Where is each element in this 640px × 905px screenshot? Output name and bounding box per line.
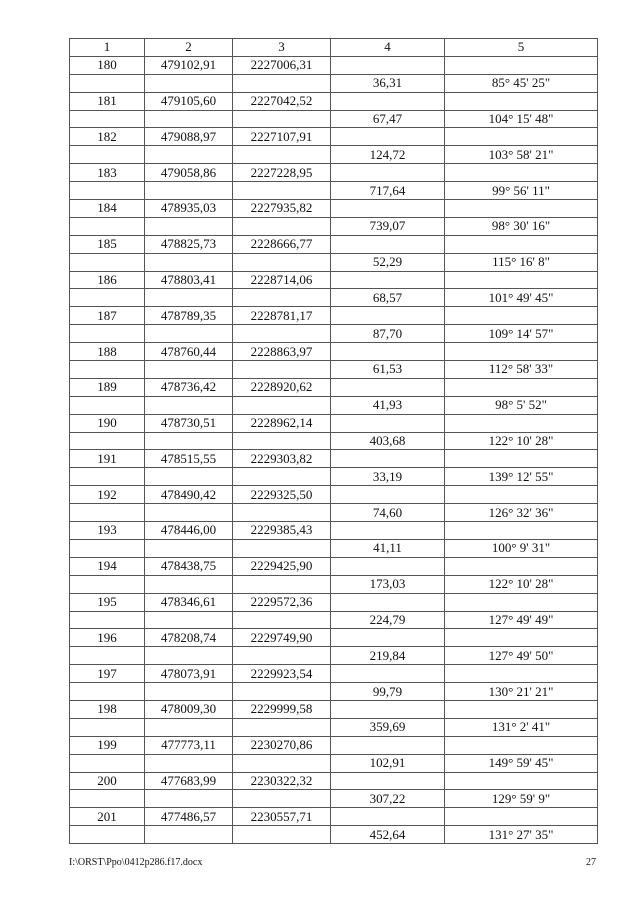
table-cell bbox=[70, 575, 145, 593]
table-cell bbox=[445, 128, 598, 146]
table-row bbox=[70, 808, 598, 826]
table-cell: 307,22 bbox=[331, 790, 445, 808]
table-cell: 359,69 bbox=[331, 718, 445, 736]
table-body bbox=[70, 56, 598, 843]
table-cell bbox=[70, 182, 145, 200]
table-cell bbox=[233, 396, 331, 414]
table-cell bbox=[233, 539, 331, 557]
table-cell: 129° 59' 9" bbox=[445, 790, 598, 808]
table-cell bbox=[445, 629, 598, 647]
table-cell bbox=[145, 182, 233, 200]
table-cell: 194 bbox=[70, 557, 145, 575]
table-cell: 478515,55 bbox=[145, 450, 233, 468]
table-cell bbox=[70, 325, 145, 343]
table-cell bbox=[331, 808, 445, 826]
table-cell: 173,03 bbox=[331, 575, 445, 593]
table-cell: 52,29 bbox=[331, 253, 445, 271]
table-cell bbox=[233, 718, 331, 736]
footer-file-path: I:\ORST\Ppo\0412p286.f17.docx bbox=[69, 857, 203, 868]
table-cell bbox=[331, 92, 445, 110]
table-row bbox=[70, 468, 598, 486]
table-row bbox=[70, 92, 598, 110]
table-cell: 85° 45' 25" bbox=[445, 74, 598, 92]
table-cell: 184 bbox=[70, 200, 145, 218]
table-row bbox=[70, 432, 598, 450]
table-cell bbox=[145, 361, 233, 379]
table-cell: 186 bbox=[70, 271, 145, 289]
table-cell bbox=[331, 200, 445, 218]
table-cell bbox=[445, 271, 598, 289]
table-cell: 2229385,43 bbox=[233, 522, 331, 540]
table-cell bbox=[233, 361, 331, 379]
table-cell: 61,53 bbox=[331, 361, 445, 379]
table-cell: 2228962,14 bbox=[233, 414, 331, 432]
table-cell: 478803,41 bbox=[145, 271, 233, 289]
table-cell bbox=[70, 754, 145, 772]
table-cell: 139° 12' 55" bbox=[445, 468, 598, 486]
table-cell: 2227042,52 bbox=[233, 92, 331, 110]
table-cell: 479088,97 bbox=[145, 128, 233, 146]
table-cell bbox=[70, 253, 145, 271]
table-cell: 187 bbox=[70, 307, 145, 325]
table-cell: 101° 49' 45" bbox=[445, 289, 598, 307]
table-cell: 67,47 bbox=[331, 110, 445, 128]
table-cell: 185 bbox=[70, 235, 145, 253]
table-cell: 122° 10' 28" bbox=[445, 432, 598, 450]
table-row bbox=[70, 325, 598, 343]
table-cell bbox=[233, 217, 331, 235]
table-cell bbox=[331, 307, 445, 325]
table-row bbox=[70, 361, 598, 379]
table-cell bbox=[445, 378, 598, 396]
table-row bbox=[70, 378, 598, 396]
table-row bbox=[70, 217, 598, 235]
table-cell bbox=[145, 504, 233, 522]
table-cell bbox=[445, 557, 598, 575]
table-cell: 2229572,36 bbox=[233, 593, 331, 611]
table-cell: 195 bbox=[70, 593, 145, 611]
table-cell bbox=[70, 146, 145, 164]
table-cell: 478073,91 bbox=[145, 665, 233, 683]
table-cell bbox=[233, 790, 331, 808]
table-cell bbox=[445, 808, 598, 826]
table-cell bbox=[70, 361, 145, 379]
table-cell bbox=[70, 110, 145, 128]
table-cell: 201 bbox=[70, 808, 145, 826]
table-cell bbox=[331, 378, 445, 396]
table-cell bbox=[445, 736, 598, 754]
table-cell: 112° 58' 33" bbox=[445, 361, 598, 379]
table-cell bbox=[70, 396, 145, 414]
table-cell: 41,11 bbox=[331, 539, 445, 557]
table-row bbox=[70, 414, 598, 432]
table-cell bbox=[145, 325, 233, 343]
table-cell bbox=[70, 504, 145, 522]
table-cell: 478009,30 bbox=[145, 700, 233, 718]
table-cell bbox=[331, 700, 445, 718]
column-header-3: 3 bbox=[233, 39, 331, 57]
table-cell: 739,07 bbox=[331, 217, 445, 235]
table-cell: 33,19 bbox=[331, 468, 445, 486]
table-cell: 74,60 bbox=[331, 504, 445, 522]
table-row bbox=[70, 128, 598, 146]
table-cell: 2227006,31 bbox=[233, 56, 331, 74]
table-cell: 717,64 bbox=[331, 182, 445, 200]
table-cell bbox=[331, 235, 445, 253]
table-cell: 478490,42 bbox=[145, 486, 233, 504]
table-cell: 478438,75 bbox=[145, 557, 233, 575]
table-cell: 199 bbox=[70, 736, 145, 754]
table-cell bbox=[145, 611, 233, 629]
table-cell bbox=[145, 718, 233, 736]
table-cell bbox=[331, 56, 445, 74]
table-cell: 191 bbox=[70, 450, 145, 468]
table-cell: 2229425,90 bbox=[233, 557, 331, 575]
table-cell bbox=[70, 432, 145, 450]
table-cell bbox=[233, 575, 331, 593]
table-cell: 99,79 bbox=[331, 683, 445, 701]
table-cell: 181 bbox=[70, 92, 145, 110]
table-cell bbox=[233, 826, 331, 844]
table-cell bbox=[145, 396, 233, 414]
table-cell bbox=[445, 235, 598, 253]
table-row bbox=[70, 611, 598, 629]
table-cell: 478730,51 bbox=[145, 414, 233, 432]
table-cell: 131° 2' 41" bbox=[445, 718, 598, 736]
table-cell: 478346,61 bbox=[145, 593, 233, 611]
table-cell bbox=[331, 128, 445, 146]
column-header-4: 4 bbox=[331, 39, 445, 57]
table-cell: 478446,00 bbox=[145, 522, 233, 540]
table-cell: 477683,99 bbox=[145, 772, 233, 790]
table-cell bbox=[445, 772, 598, 790]
table-cell: 452,64 bbox=[331, 826, 445, 844]
table-cell bbox=[331, 271, 445, 289]
table-row bbox=[70, 110, 598, 128]
table-cell bbox=[331, 414, 445, 432]
table-cell bbox=[70, 647, 145, 665]
table-cell: 198 bbox=[70, 700, 145, 718]
table-cell bbox=[70, 217, 145, 235]
table-cell bbox=[145, 683, 233, 701]
table-cell: 2229325,50 bbox=[233, 486, 331, 504]
table-row bbox=[70, 504, 598, 522]
table-cell: 2230557,71 bbox=[233, 808, 331, 826]
table-cell: 131° 27' 35" bbox=[445, 826, 598, 844]
table-row bbox=[70, 396, 598, 414]
table-cell bbox=[70, 611, 145, 629]
table-cell bbox=[233, 182, 331, 200]
table-row bbox=[70, 575, 598, 593]
table-row bbox=[70, 665, 598, 683]
table-cell bbox=[233, 110, 331, 128]
table-cell bbox=[445, 665, 598, 683]
table-cell bbox=[70, 468, 145, 486]
column-header-2: 2 bbox=[145, 39, 233, 57]
table-cell bbox=[331, 164, 445, 182]
table-cell bbox=[331, 772, 445, 790]
table-cell: 2230270,86 bbox=[233, 736, 331, 754]
table-row bbox=[70, 289, 598, 307]
table-cell: 102,91 bbox=[331, 754, 445, 772]
table-row bbox=[70, 343, 598, 361]
table-cell bbox=[145, 110, 233, 128]
table-cell: 2229999,58 bbox=[233, 700, 331, 718]
table-row bbox=[70, 253, 598, 271]
table-cell: 2230322,32 bbox=[233, 772, 331, 790]
table-cell: 99° 56' 11" bbox=[445, 182, 598, 200]
table-cell bbox=[445, 92, 598, 110]
table-cell: 87,70 bbox=[331, 325, 445, 343]
table-cell bbox=[233, 647, 331, 665]
table-cell: 180 bbox=[70, 56, 145, 74]
table-cell: 478789,35 bbox=[145, 307, 233, 325]
table-cell bbox=[233, 253, 331, 271]
table-cell bbox=[145, 289, 233, 307]
table-cell: 188 bbox=[70, 343, 145, 361]
table-row bbox=[70, 182, 598, 200]
table-cell bbox=[145, 146, 233, 164]
table-cell bbox=[233, 611, 331, 629]
table-cell: 479058,86 bbox=[145, 164, 233, 182]
table-cell bbox=[233, 683, 331, 701]
table-cell bbox=[70, 683, 145, 701]
coordinates-table bbox=[69, 38, 598, 844]
table-cell bbox=[233, 289, 331, 307]
table-cell bbox=[145, 253, 233, 271]
table-cell: 2229923,54 bbox=[233, 665, 331, 683]
table-cell bbox=[233, 325, 331, 343]
table-row bbox=[70, 450, 598, 468]
table-cell: 478825,73 bbox=[145, 235, 233, 253]
table-row bbox=[70, 629, 598, 647]
table-cell: 98° 30' 16" bbox=[445, 217, 598, 235]
table-cell: 149° 59' 45" bbox=[445, 754, 598, 772]
table-cell bbox=[145, 539, 233, 557]
table-cell bbox=[70, 718, 145, 736]
table-cell bbox=[445, 700, 598, 718]
table-cell bbox=[331, 450, 445, 468]
table-cell: 2227107,91 bbox=[233, 128, 331, 146]
table-cell bbox=[445, 450, 598, 468]
table-cell bbox=[233, 146, 331, 164]
footer-page-number: 27 bbox=[586, 857, 596, 868]
table-cell bbox=[70, 289, 145, 307]
table-cell: 103° 58' 21" bbox=[445, 146, 598, 164]
table-row bbox=[70, 56, 598, 74]
table-cell: 124,72 bbox=[331, 146, 445, 164]
table-row bbox=[70, 700, 598, 718]
table-cell bbox=[145, 826, 233, 844]
table-cell bbox=[445, 522, 598, 540]
table-cell bbox=[445, 200, 598, 218]
table-row bbox=[70, 164, 598, 182]
table-cell: 192 bbox=[70, 486, 145, 504]
table-cell: 479102,91 bbox=[145, 56, 233, 74]
table-row bbox=[70, 271, 598, 289]
table-cell bbox=[445, 593, 598, 611]
table-cell: 2228714,06 bbox=[233, 271, 331, 289]
table-cell: 403,68 bbox=[331, 432, 445, 450]
table-cell: 130° 21' 21" bbox=[445, 683, 598, 701]
table-row bbox=[70, 307, 598, 325]
table-cell bbox=[233, 504, 331, 522]
table-cell: 122° 10' 28" bbox=[445, 575, 598, 593]
table-cell bbox=[331, 522, 445, 540]
table-cell bbox=[145, 754, 233, 772]
table-cell: 104° 15' 48" bbox=[445, 110, 598, 128]
table-row bbox=[70, 593, 598, 611]
table-cell bbox=[233, 74, 331, 92]
table-cell: 477773,11 bbox=[145, 736, 233, 754]
table-row bbox=[70, 557, 598, 575]
table-cell: 189 bbox=[70, 378, 145, 396]
table-cell bbox=[70, 74, 145, 92]
table-cell bbox=[331, 736, 445, 754]
table-cell bbox=[233, 754, 331, 772]
table-cell bbox=[445, 343, 598, 361]
table-cell bbox=[445, 414, 598, 432]
table-header-row bbox=[70, 39, 598, 57]
table-cell bbox=[233, 432, 331, 450]
table-row bbox=[70, 74, 598, 92]
table-cell: 183 bbox=[70, 164, 145, 182]
table-cell: 477486,57 bbox=[145, 808, 233, 826]
table-cell bbox=[445, 56, 598, 74]
table-cell bbox=[145, 432, 233, 450]
table-cell bbox=[233, 468, 331, 486]
table-cell bbox=[145, 575, 233, 593]
table-cell: 190 bbox=[70, 414, 145, 432]
table-cell: 2228781,17 bbox=[233, 307, 331, 325]
table-cell: 127° 49' 49" bbox=[445, 611, 598, 629]
column-header-5: 5 bbox=[445, 39, 598, 57]
table-cell: 127° 49' 50" bbox=[445, 647, 598, 665]
table-cell bbox=[70, 539, 145, 557]
table-cell: 126° 32' 36" bbox=[445, 504, 598, 522]
table-cell: 98° 5' 52" bbox=[445, 396, 598, 414]
table-cell bbox=[145, 468, 233, 486]
table-row bbox=[70, 736, 598, 754]
table-cell bbox=[70, 790, 145, 808]
table-cell: 478935,03 bbox=[145, 200, 233, 218]
table-cell: 2227228,95 bbox=[233, 164, 331, 182]
table-row bbox=[70, 754, 598, 772]
table-row bbox=[70, 146, 598, 164]
table-cell: 2229749,90 bbox=[233, 629, 331, 647]
table-row bbox=[70, 486, 598, 504]
table-row bbox=[70, 772, 598, 790]
table-cell: 109° 14' 57" bbox=[445, 325, 598, 343]
table-cell: 197 bbox=[70, 665, 145, 683]
table-cell: 2228863,97 bbox=[233, 343, 331, 361]
table-cell: 196 bbox=[70, 629, 145, 647]
table-cell bbox=[331, 593, 445, 611]
table-cell bbox=[331, 665, 445, 683]
table-cell bbox=[445, 486, 598, 504]
table-cell: 2227935,82 bbox=[233, 200, 331, 218]
table-cell bbox=[331, 486, 445, 504]
table-cell bbox=[445, 164, 598, 182]
table-row bbox=[70, 647, 598, 665]
table-cell: 2228666,77 bbox=[233, 235, 331, 253]
table-cell bbox=[445, 307, 598, 325]
table-cell bbox=[145, 74, 233, 92]
table-cell: 478760,44 bbox=[145, 343, 233, 361]
table-cell bbox=[145, 790, 233, 808]
table-cell bbox=[70, 826, 145, 844]
table-cell bbox=[331, 629, 445, 647]
table-cell: 2228920,62 bbox=[233, 378, 331, 396]
table-cell: 182 bbox=[70, 128, 145, 146]
table-cell: 193 bbox=[70, 522, 145, 540]
table-row bbox=[70, 718, 598, 736]
table-cell: 115° 16' 8" bbox=[445, 253, 598, 271]
table-cell: 41,93 bbox=[331, 396, 445, 414]
table-cell: 100° 9' 31" bbox=[445, 539, 598, 557]
table-row bbox=[70, 826, 598, 844]
table-cell: 479105,60 bbox=[145, 92, 233, 110]
table-cell: 219,84 bbox=[331, 647, 445, 665]
table-cell: 68,57 bbox=[331, 289, 445, 307]
table-row bbox=[70, 539, 598, 557]
table-row bbox=[70, 790, 598, 808]
table-cell: 36,31 bbox=[331, 74, 445, 92]
table-cell: 478736,42 bbox=[145, 378, 233, 396]
table-row bbox=[70, 235, 598, 253]
table-row bbox=[70, 683, 598, 701]
table-cell bbox=[331, 557, 445, 575]
table-cell bbox=[145, 217, 233, 235]
table-cell bbox=[331, 343, 445, 361]
table-cell: 200 bbox=[70, 772, 145, 790]
table-cell: 2229303,82 bbox=[233, 450, 331, 468]
table-row bbox=[70, 200, 598, 218]
table-cell: 224,79 bbox=[331, 611, 445, 629]
table-row bbox=[70, 522, 598, 540]
column-header-1: 1 bbox=[70, 39, 145, 57]
table-cell: 478208,74 bbox=[145, 629, 233, 647]
table-cell bbox=[145, 647, 233, 665]
